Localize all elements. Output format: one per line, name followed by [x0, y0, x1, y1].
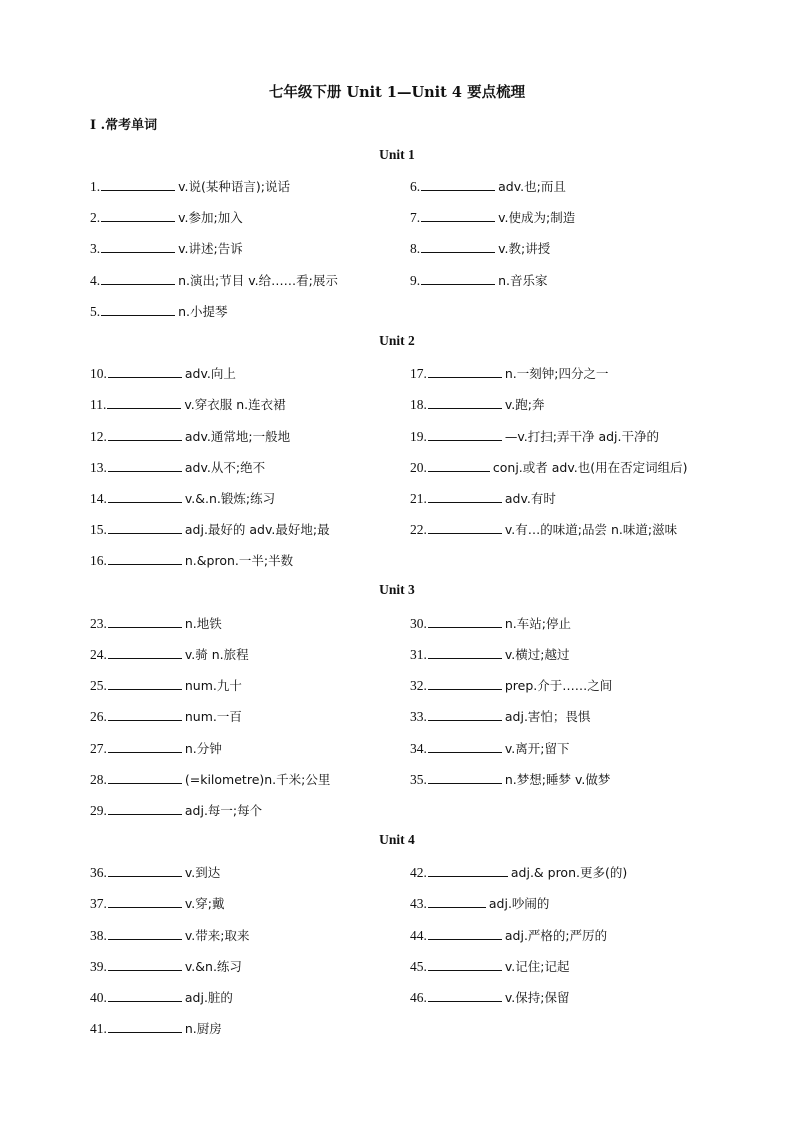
answer-blank[interactable] [428, 459, 490, 472]
vocab-item [90, 771, 330, 789]
answer-blank[interactable] [108, 895, 182, 908]
answer-blank[interactable] [428, 958, 502, 971]
item-number: 29. [90, 803, 107, 818]
answer-blank[interactable] [108, 646, 182, 659]
vocab-item [410, 989, 570, 1007]
item-number: 7. [410, 210, 421, 225]
answer-blank[interactable] [108, 989, 182, 1002]
item-definition: adj.严格的;严厉的 [504, 928, 608, 943]
item-definition: v.穿衣服 n.连衣裙 [184, 397, 286, 412]
item-number: 17. [410, 366, 427, 381]
answer-blank[interactable] [428, 864, 508, 877]
item-number: 23. [90, 616, 107, 631]
answer-blank[interactable] [108, 958, 182, 971]
item-number: 10. [90, 366, 107, 381]
vocab-item [90, 802, 262, 820]
item-number: 31. [410, 647, 427, 662]
item-definition: v.跑;奔 [504, 397, 545, 412]
item-definition: n.一刻钟;四分之一 [504, 366, 609, 381]
item-number: 27. [90, 741, 107, 756]
vocab-item [90, 552, 293, 570]
item-definition: n.车站;停止 [504, 616, 571, 631]
item-number: 11. [90, 397, 107, 412]
vocab-item [410, 958, 570, 976]
answer-blank[interactable] [421, 178, 495, 191]
answer-blank[interactable] [428, 521, 502, 534]
item-number: 43. [410, 896, 427, 911]
item-definition: adj.& pron.更多(的) [510, 865, 628, 880]
item-definition: v.到达 [184, 865, 221, 880]
answer-blank[interactable] [428, 615, 502, 628]
answer-blank[interactable] [108, 927, 182, 940]
item-definition: v.穿;戴 [184, 896, 225, 911]
item-number: 2. [90, 210, 101, 225]
unit-heading-3: Unit 3 [379, 582, 415, 597]
item-definition: conj.或者 adv.也(用在否定词组后) [492, 460, 688, 475]
item-number: 46. [410, 990, 427, 1005]
answer-blank[interactable] [108, 365, 182, 378]
item-number: 5. [90, 304, 101, 319]
item-definition: adj.最好的 adv.最好地;最 [184, 522, 330, 537]
item-number: 40. [90, 990, 107, 1005]
answer-blank[interactable] [101, 209, 175, 222]
answer-blank[interactable] [108, 459, 182, 472]
vocab-item [410, 864, 627, 882]
item-definition: adj.吵闹的 [488, 896, 550, 911]
item-number: 35. [410, 772, 427, 787]
vocab-item [410, 365, 608, 383]
item-definition: —v.打扫;弄干净 adj.干净的 [504, 429, 660, 444]
answer-blank[interactable] [421, 272, 495, 285]
answer-blank[interactable] [108, 864, 182, 877]
item-definition: n.小提琴 [178, 304, 228, 319]
answer-blank[interactable] [108, 677, 182, 690]
item-definition: v.记住;记起 [504, 959, 570, 974]
item-number: 30. [410, 616, 427, 631]
answer-blank[interactable] [428, 927, 502, 940]
item-number: 28. [90, 772, 107, 787]
item-number: 41. [90, 1021, 107, 1036]
vocab-item [90, 989, 233, 1007]
vocab-item [410, 272, 548, 290]
item-number: 20. [410, 460, 427, 475]
vocab-item [90, 927, 250, 945]
item-definition: v.带来;取来 [184, 928, 250, 943]
item-definition: adv.向上 [184, 366, 236, 381]
item-definition: adj.每一;每个 [184, 803, 263, 818]
answer-blank[interactable] [108, 615, 182, 628]
vocab-item [410, 677, 612, 695]
item-definition: adv.通常地;一般地 [184, 429, 291, 444]
item-definition: v.有…的味道;品尝 n.味道;滋味 [504, 522, 678, 537]
item-number: 32. [410, 678, 427, 693]
item-definition: adj.脏的 [184, 990, 233, 1005]
item-number: 45. [410, 959, 427, 974]
item-definition: num.九十 [184, 678, 242, 693]
vocab-item [90, 521, 330, 539]
answer-blank[interactable] [108, 1020, 182, 1033]
item-number: 6. [410, 179, 421, 194]
vocab-item [410, 927, 607, 945]
answer-blank[interactable] [428, 708, 502, 721]
answer-blank[interactable] [428, 396, 502, 409]
answer-blank[interactable] [428, 740, 502, 753]
item-definition: v.&.n.锻炼;练习 [184, 491, 276, 506]
item-definition: v.离开;留下 [504, 741, 570, 756]
item-number: 37. [90, 896, 107, 911]
vocab-item [410, 708, 590, 726]
item-number: 36. [90, 865, 107, 880]
vocab-item [90, 740, 222, 758]
vocab-item [90, 209, 243, 227]
vocab-item [90, 428, 290, 446]
vocab-item [90, 303, 228, 321]
answer-blank[interactable] [428, 428, 502, 441]
item-definition: n.&pron.一半;半数 [184, 553, 294, 568]
item-definition: n.梦想;睡梦 v.做梦 [504, 772, 611, 787]
item-definition: v.&n.练习 [184, 959, 242, 974]
vocab-item [410, 895, 549, 913]
item-number: 1. [90, 179, 101, 194]
vocab-item [90, 864, 220, 882]
vocab-item [90, 958, 242, 976]
item-definition: v.教;讲授 [498, 241, 551, 256]
vocab-item [410, 615, 571, 633]
vocab-item [90, 646, 249, 664]
section-heading: I .常考单词 [90, 118, 158, 133]
item-number: 12. [90, 429, 107, 444]
item-number: 38. [90, 928, 107, 943]
answer-blank[interactable] [428, 895, 486, 908]
vocab-item [410, 771, 610, 789]
item-number: 18. [410, 397, 427, 412]
unit-heading-4: Unit 4 [379, 832, 415, 847]
vocab-item [410, 740, 570, 758]
vocab-item [410, 521, 677, 539]
item-definition: v.说(某种语言);说话 [178, 179, 290, 194]
item-definition: v.讲述;告诉 [178, 241, 243, 256]
item-definition: n.演出;节目 v.给……看;展示 [178, 273, 338, 288]
vocab-item [410, 396, 545, 414]
item-number: 13. [90, 460, 107, 475]
vocab-item [410, 178, 566, 196]
answer-blank[interactable] [428, 490, 502, 503]
item-definition: n.地铁 [184, 616, 222, 631]
item-number: 19. [410, 429, 427, 444]
vocab-item [90, 178, 290, 196]
item-number: 16. [90, 553, 107, 568]
item-definition: v.横过;越过 [504, 647, 570, 662]
item-definition: adv.也;而且 [498, 179, 566, 194]
answer-blank[interactable] [428, 677, 502, 690]
vocab-item [410, 459, 688, 477]
item-number: 33. [410, 709, 427, 724]
vocab-item [410, 490, 556, 508]
answer-blank[interactable] [101, 178, 175, 191]
item-number: 9. [410, 273, 421, 288]
answer-blank[interactable] [108, 552, 182, 565]
unit-heading-1: Unit 1 [379, 147, 415, 162]
item-definition: n.音乐家 [498, 273, 548, 288]
page-title: 七年级下册 Unit 1—Unit 4 要点梳理 [268, 84, 526, 101]
answer-blank[interactable] [428, 365, 502, 378]
vocab-item [90, 396, 286, 414]
vocab-item [410, 209, 575, 227]
answer-blank[interactable] [108, 771, 182, 784]
vocab-item [90, 365, 236, 383]
answer-blank[interactable] [108, 740, 182, 753]
vocab-item [90, 272, 338, 290]
answer-blank[interactable] [108, 428, 182, 441]
vocab-item [90, 459, 265, 477]
vocab-item [410, 428, 659, 446]
answer-blank[interactable] [101, 240, 175, 253]
unit-heading-2: Unit 2 [379, 333, 415, 348]
vocab-item [90, 490, 275, 508]
answer-blank[interactable] [101, 272, 175, 285]
answer-blank[interactable] [108, 521, 182, 534]
item-definition: adv.从不;绝不 [184, 460, 266, 475]
answer-blank[interactable] [108, 802, 182, 815]
answer-blank[interactable] [421, 209, 495, 222]
item-number: 34. [410, 741, 427, 756]
item-number: 8. [410, 241, 421, 256]
answer-blank[interactable] [421, 240, 495, 253]
item-number: 44. [410, 928, 427, 943]
vocab-item [90, 677, 242, 695]
answer-blank[interactable] [428, 771, 502, 784]
item-definition: v.参加;加入 [178, 210, 243, 225]
item-definition: (=kilometre)n.千米;公里 [184, 772, 331, 787]
vocab-item [410, 240, 550, 258]
item-definition: n.厨房 [184, 1021, 222, 1036]
item-number: 26. [90, 709, 107, 724]
vocab-item [90, 895, 225, 913]
item-definition: adj.害怕；畏惧 [504, 709, 591, 724]
item-number: 42. [410, 865, 427, 880]
item-number: 22. [410, 522, 427, 537]
answer-blank[interactable] [428, 646, 502, 659]
answer-blank[interactable] [108, 708, 182, 721]
vocab-item [410, 646, 570, 664]
item-number: 25. [90, 678, 107, 693]
item-definition: n.分钟 [184, 741, 222, 756]
vocab-item [90, 708, 242, 726]
item-definition: v.骑 n.旅程 [184, 647, 249, 662]
item-definition: num.一百 [184, 709, 242, 724]
item-definition: v.保持;保留 [504, 990, 570, 1005]
item-number: 24. [90, 647, 107, 662]
item-number: 39. [90, 959, 107, 974]
item-number: 21. [410, 491, 427, 506]
answer-blank[interactable] [108, 490, 182, 503]
item-definition: adv.有时 [504, 491, 556, 506]
item-number: 3. [90, 241, 101, 256]
item-number: 14. [90, 491, 107, 506]
answer-blank[interactable] [107, 396, 181, 409]
vocab-item [90, 240, 243, 258]
vocab-item [90, 615, 222, 633]
answer-blank[interactable] [428, 989, 502, 1002]
item-definition: prep.介于……之间 [504, 678, 613, 693]
item-number: 4. [90, 273, 101, 288]
vocab-item [90, 1020, 222, 1038]
item-definition: v.使成为;制造 [498, 210, 576, 225]
answer-blank[interactable] [101, 303, 175, 316]
item-number: 15. [90, 522, 107, 537]
